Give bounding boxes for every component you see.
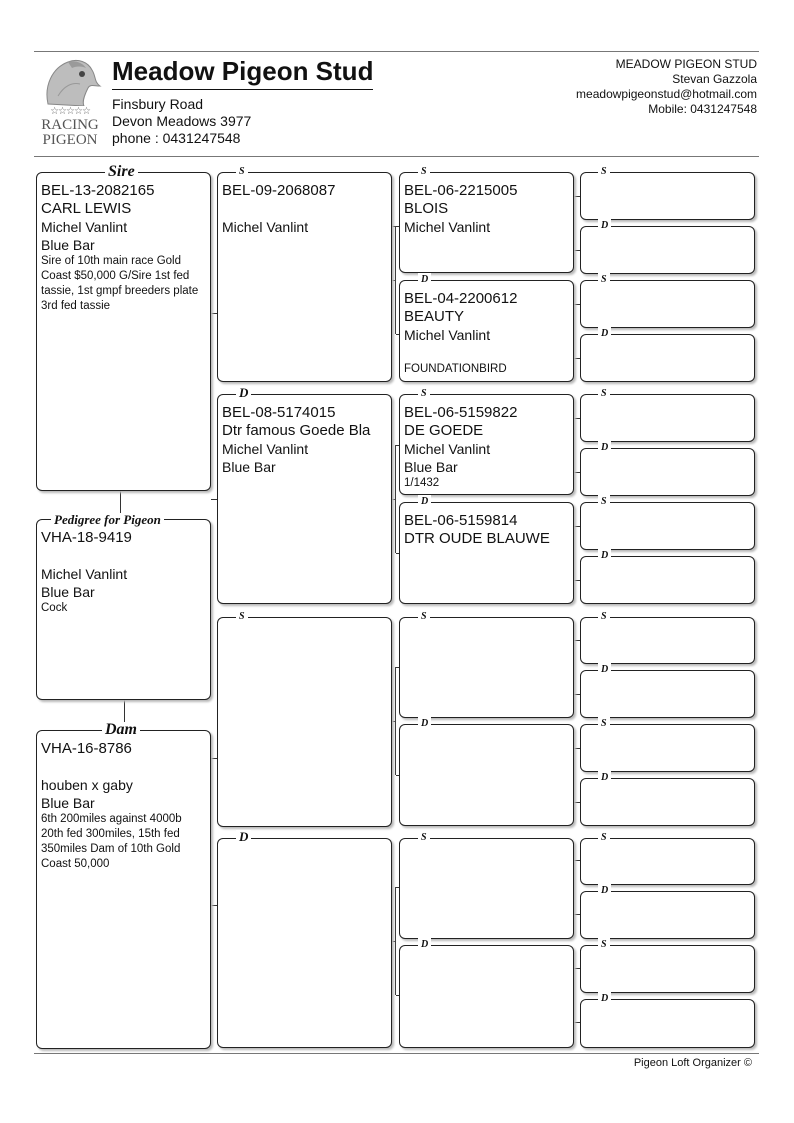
dam-ring: VHA-16-8786 — [41, 740, 132, 757]
gen4-box — [580, 999, 755, 1048]
header-rule — [34, 156, 759, 157]
owner-name: Stevan Gazzola — [672, 72, 757, 86]
d-label: D — [598, 992, 611, 1006]
dam-notes: 6th 200miles against 4000b 20th fed 300miles, 15th fed 350miles Dam of 10th Gold Coast 50,000 — [41, 813, 182, 870]
sire-breeder: Michel Vanlint — [41, 219, 128, 235]
dam-colour: Blue Bar — [41, 795, 95, 811]
s-label: S — [236, 165, 248, 179]
ddd-box — [399, 945, 574, 1048]
d-label: D — [418, 938, 431, 952]
subject-breeder: Michel Vanlint — [41, 566, 128, 582]
ssd-box — [399, 280, 574, 382]
sire-ring: BEL-13-2082165 — [41, 182, 155, 199]
dam-dam-box — [217, 838, 392, 1048]
logo-stars: ☆☆☆☆☆ — [50, 106, 90, 117]
d-label: D — [598, 327, 611, 341]
gen4-box — [580, 394, 755, 442]
d-label: D — [598, 549, 611, 563]
s-label: S — [598, 610, 610, 624]
gen4-box — [580, 617, 755, 664]
s-label: S — [418, 387, 430, 401]
connector-line — [395, 667, 396, 775]
d-label: D — [418, 495, 431, 509]
gen4-box — [580, 670, 755, 718]
gen4-box — [580, 334, 755, 382]
dam-label: Dam — [102, 722, 140, 738]
subject-box — [36, 519, 211, 700]
ssd-ring: BEL-04-2200612 — [404, 290, 518, 307]
sire-dam-box — [217, 394, 392, 604]
d-label: D — [598, 441, 611, 455]
gen4-box — [580, 778, 755, 826]
racing-pigeon-logo — [38, 56, 102, 146]
pigeon-head-icon — [38, 56, 102, 106]
sire-dam-breeder: Michel Vanlint — [222, 441, 309, 457]
sire-dam-colour: Blue Bar — [222, 459, 276, 475]
sds-notes: 1/1432 — [404, 477, 440, 489]
email: meadowpigeonstud@hotmail.com — [576, 87, 757, 101]
connector-line — [392, 721, 395, 722]
sss-box — [399, 172, 574, 273]
gen4-box — [580, 945, 755, 993]
sdd-name: DTR OUDE BLAUWE — [404, 530, 550, 547]
dam-sire-box — [217, 617, 392, 827]
address-line2: Devon Meadows 3977 — [112, 113, 252, 129]
sdd-box — [399, 502, 574, 604]
footer-credit: Pigeon Loft Organizer © — [633, 1057, 752, 1069]
s-label: S — [598, 273, 610, 287]
subject-colour: Blue Bar — [41, 584, 95, 600]
footer-rule — [34, 1053, 759, 1054]
connector-line — [395, 445, 396, 553]
stud-name: MEADOW PIGEON STUD — [615, 57, 757, 71]
logo-text-racing: RACING — [41, 117, 99, 133]
sss-name: BLOIS — [404, 200, 449, 217]
sire-dam-name: Dtr famous Goede Bla — [222, 422, 371, 439]
gen4-box — [580, 556, 755, 604]
sire-sire-breeder: Michel Vanlint — [222, 219, 309, 235]
sdd-ring: BEL-06-5159814 — [404, 512, 518, 529]
subject-ring: VHA-18-9419 — [41, 529, 132, 546]
connector-line — [392, 499, 395, 500]
sire-name: CARL LEWIS — [41, 200, 132, 217]
s-label: S — [598, 387, 610, 401]
phone-line: phone : 0431247548 — [112, 130, 241, 146]
s-label: S — [418, 831, 430, 845]
address-line1: Finsbury Road — [112, 96, 204, 112]
s-label: S — [598, 831, 610, 845]
gen4-box — [580, 448, 755, 496]
dam-box — [36, 730, 211, 1049]
d-label: D — [418, 273, 431, 287]
connector-line — [395, 226, 396, 334]
dsd-box — [399, 724, 574, 826]
gen4-box — [580, 172, 755, 220]
gen4-box — [580, 724, 755, 772]
ssd-notes: FOUNDATIONBIRD — [404, 363, 507, 375]
gen4-box — [580, 502, 755, 550]
page-title: Meadow Pigeon Stud — [112, 56, 373, 90]
connector-line — [392, 280, 395, 281]
subject-sex: Cock — [41, 602, 68, 614]
sire-notes: Sire of 10th main race Gold Coast $50,000 G/Sire 1st fed tassie, 1st gmpf breeders plate 3rd fed tassie — [41, 255, 199, 312]
sss-ring: BEL-06-2215005 — [404, 182, 518, 199]
mobile: Mobile: 0431247548 — [648, 102, 757, 116]
sire-colour: Blue Bar — [41, 237, 95, 253]
d-label: D — [598, 771, 611, 785]
d-label: D — [598, 219, 611, 233]
logo-text-pigeon: PIGEON — [42, 132, 98, 148]
sire-box — [36, 172, 211, 491]
sire-sire-ring: BEL-09-2068087 — [222, 182, 336, 199]
s-label: S — [598, 165, 610, 179]
s-label: S — [418, 165, 430, 179]
gen4-box — [580, 226, 755, 274]
sds-colour: Blue Bar — [404, 459, 458, 475]
ssd-breeder: Michel Vanlint — [404, 327, 491, 343]
gen4-box — [580, 280, 755, 328]
sds-ring: BEL-06-5159822 — [404, 404, 518, 421]
ssd-name: BEAUTY — [404, 308, 465, 325]
sire-dam-ring: BEL-08-5174015 — [222, 404, 336, 421]
gen4-box — [580, 891, 755, 939]
connector-line — [392, 941, 395, 942]
dss-box — [399, 617, 574, 718]
sire-label: Sire — [105, 164, 138, 180]
top-rule — [34, 51, 759, 52]
sire-sire-box — [217, 172, 392, 382]
d-label: D — [598, 663, 611, 677]
sds-box — [399, 394, 574, 495]
s-label: S — [236, 610, 248, 624]
s-label: S — [598, 717, 610, 731]
connector-line — [395, 887, 396, 995]
d-label: D — [418, 717, 431, 731]
sds-name: DE GOEDE — [404, 422, 484, 439]
gen4-box — [580, 838, 755, 885]
d-label: D — [598, 884, 611, 898]
dam-breeder: houben x gaby — [41, 777, 133, 793]
s-label: S — [598, 495, 610, 509]
sss-breeder: Michel Vanlint — [404, 219, 491, 235]
s-label: S — [418, 610, 430, 624]
d-label: D — [236, 830, 251, 844]
dds-box — [399, 838, 574, 939]
pedigree-label: Pedigree for Pigeon — [51, 513, 164, 527]
s-label: S — [598, 938, 610, 952]
sds-breeder: Michel Vanlint — [404, 441, 491, 457]
d-label: D — [236, 386, 251, 400]
